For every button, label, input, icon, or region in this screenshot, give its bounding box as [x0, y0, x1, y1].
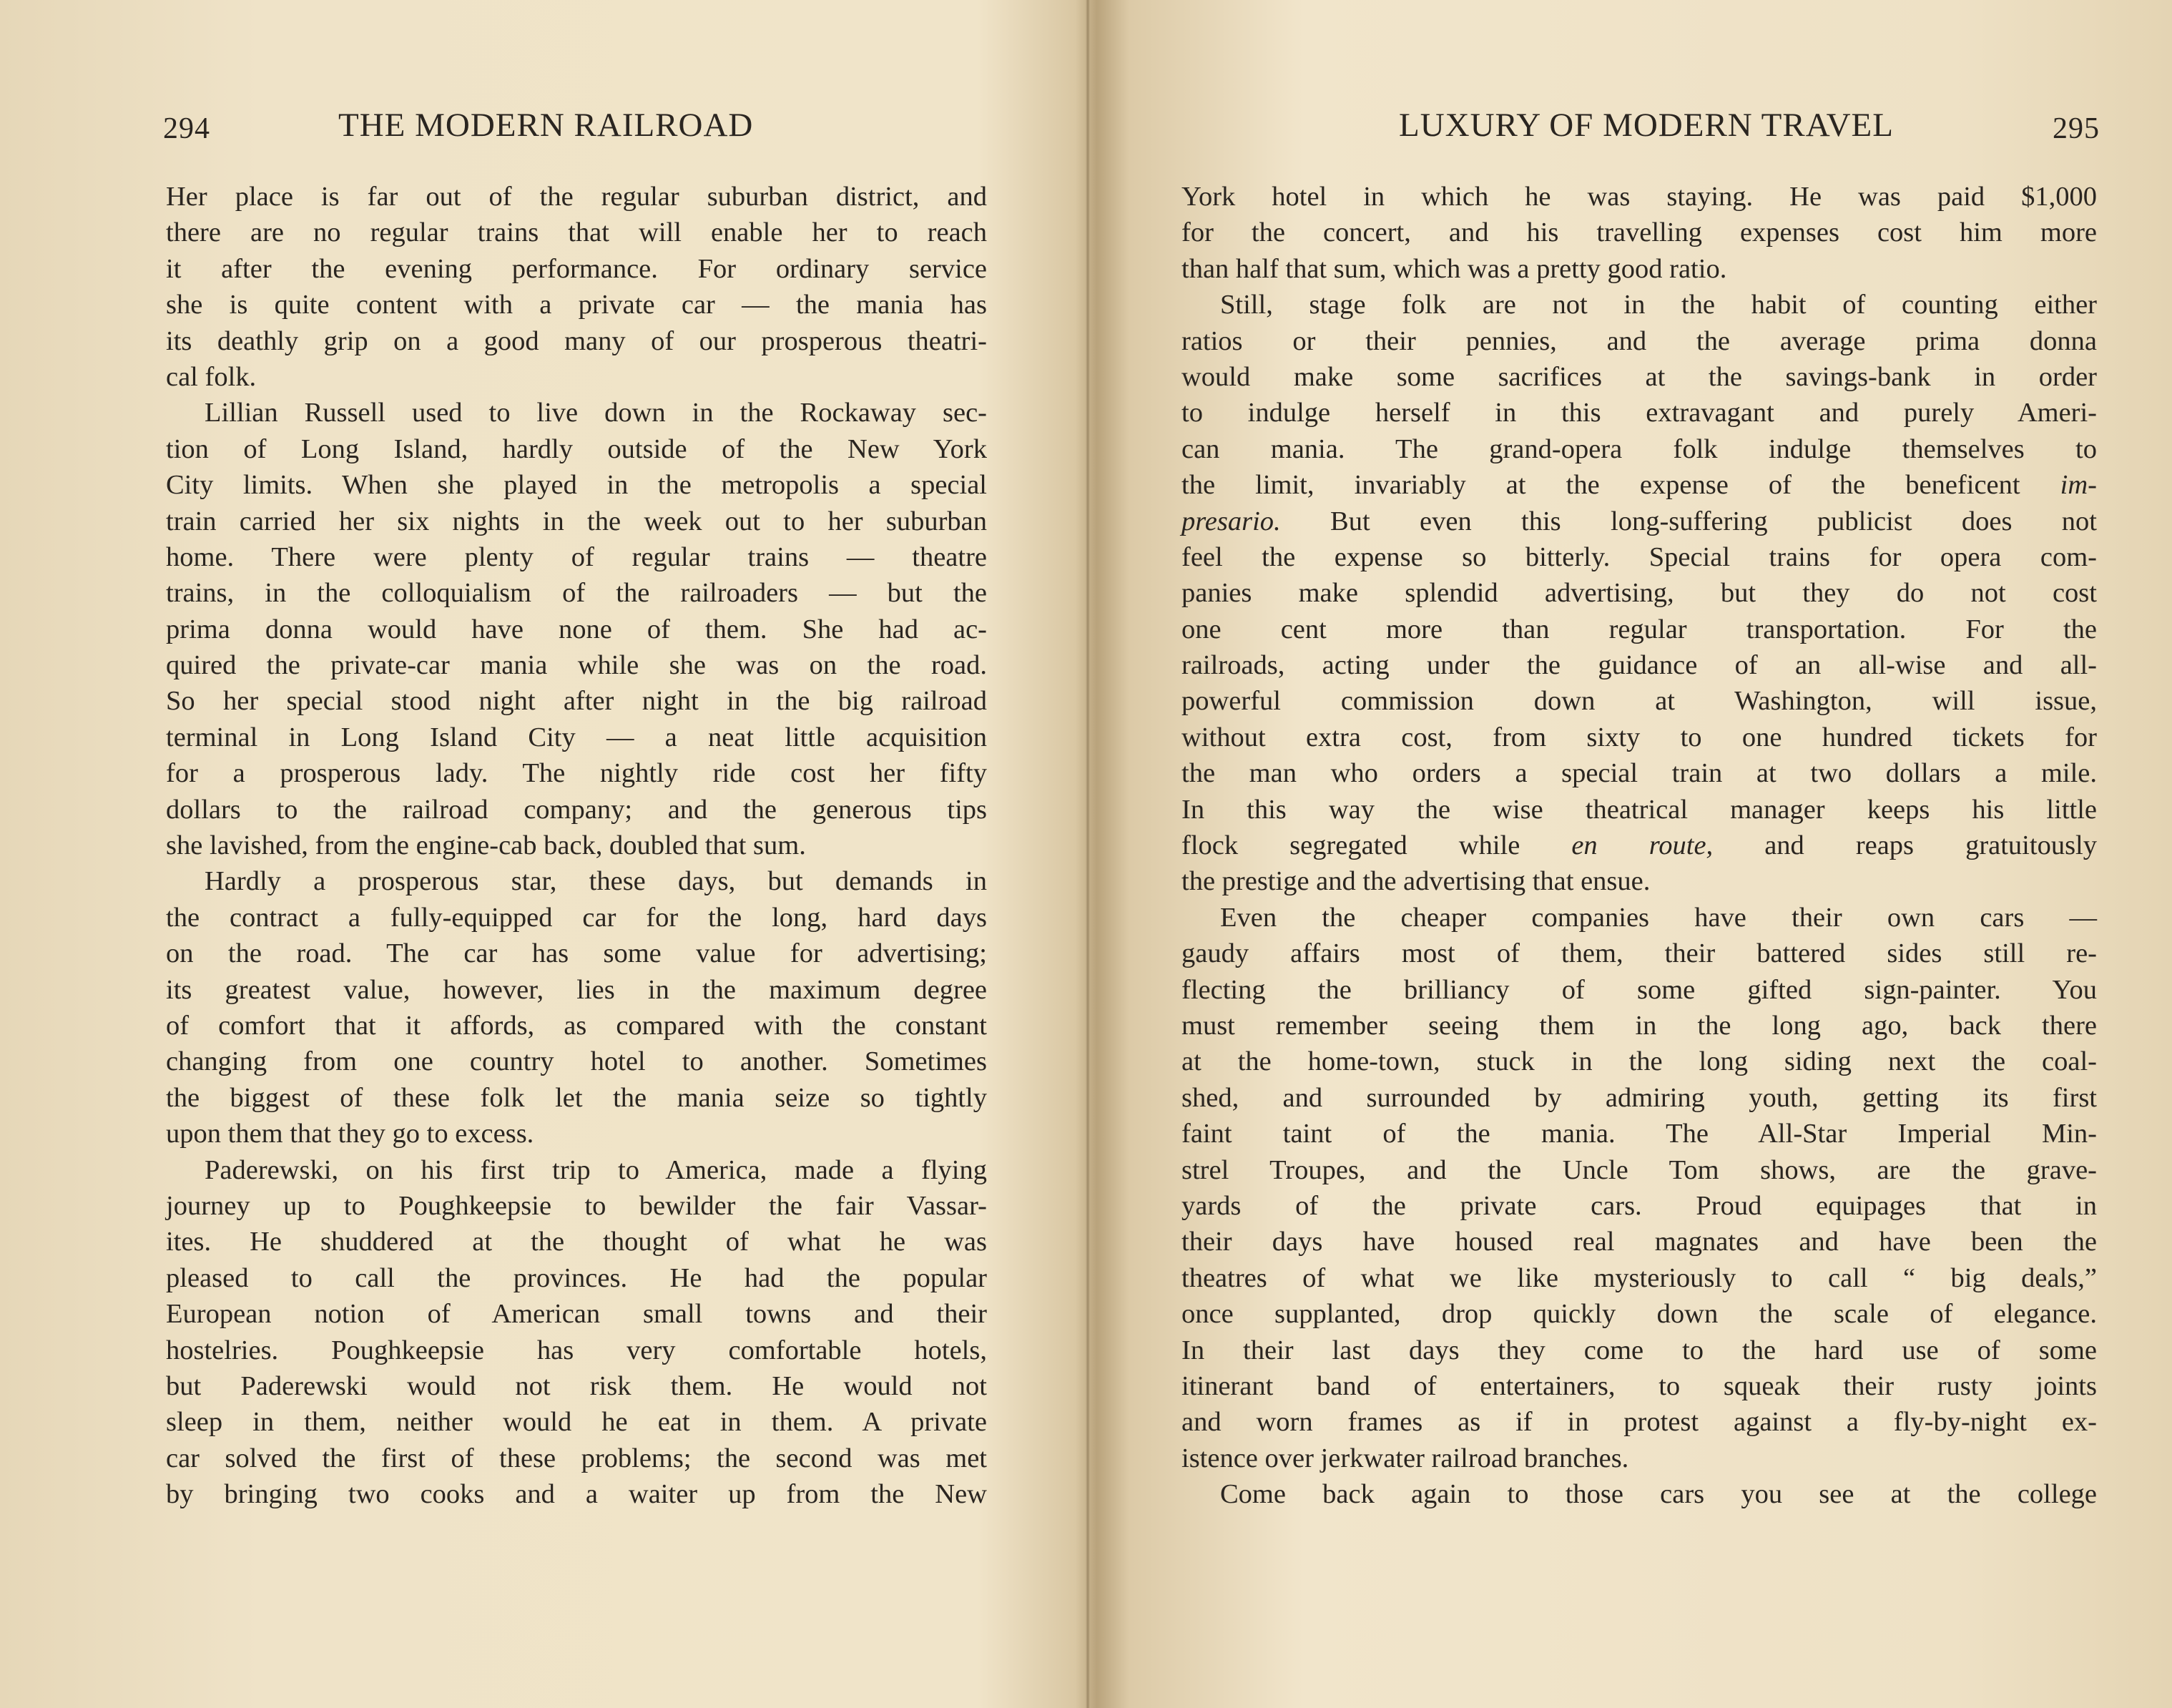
text-line: she is quite content with a private car — the mania has	[166, 290, 987, 320]
text-line: gaudy affairs most of them, their battered sides still re-	[1181, 938, 2097, 969]
text-line: the prestige and the advertising that ensue.	[1181, 866, 1651, 897]
text-line: faint taint of the mania. The All-Star Imperial Min-	[1181, 1119, 2097, 1149]
text-line: European notion of American small towns and their	[166, 1299, 987, 1330]
text-line: without extra cost, from sixty to one hundred tickets for	[1181, 722, 2097, 752]
text-line: railroads, acting under the guidance of an all-wise and all-	[1181, 650, 2097, 681]
left-page-body	[166, 179, 987, 1512]
left-page-header	[163, 106, 986, 149]
text-line: home. There were plenty of regular trains — theatre	[166, 541, 987, 572]
left-running-head: THE MODERN RAILROAD	[338, 107, 754, 144]
text-line: Hardly a prosperous star, these days, but demands in	[205, 866, 987, 897]
text-line: for a prosperous lady. The nightly ride cost her fifty	[166, 758, 987, 789]
right-page	[1090, 0, 2172, 1708]
text-line: Lillian Russell used to live down in the Rockaway sec-	[205, 398, 987, 428]
text-line: one cent more than regular transportation. For the	[1181, 614, 2097, 644]
text-line: Her place is far out of the regular suburban district, and	[166, 182, 987, 212]
text-line: upon them that they go to excess.	[166, 1119, 534, 1149]
text-line: at the home-town, stuck in the long siding next the coal-	[1181, 1046, 2097, 1077]
text-line: strel Troupes, and the Uncle Tom shows, are the grave-	[1181, 1154, 2097, 1185]
text-line: than half that sum, which was a pretty good ratio.	[1181, 253, 1727, 284]
text-line: Paderewski, on his first trip to America, made a flying	[205, 1154, 987, 1185]
text-line: terminal in Long Island City — a neat little acquisition	[166, 722, 987, 752]
text-line: journey up to Poughkeepsie to bewilder the fair Vassar-	[166, 1190, 987, 1221]
text-line: there are no regular trains that will enable her to reach	[166, 217, 987, 248]
text-line: hostelries. Poughkeepsie has very comfortable hotels,	[166, 1335, 987, 1365]
text-line: presario. But even this long-suffering publicist does not	[1181, 506, 2097, 536]
text-line: York hotel in which he was staying. He was paid $1,000	[1181, 182, 2097, 212]
text-line: and worn frames as if in protest against a fly-by-night ex-	[1181, 1407, 2097, 1438]
text-line: itinerant band of entertainers, to squeak their rusty joints	[1181, 1370, 2097, 1401]
right-page-body	[1181, 179, 2097, 1512]
right-page-header	[1177, 106, 2100, 149]
text-line: changing from one country hotel to another. Sometimes	[166, 1046, 987, 1077]
text-line: Come back again to those cars you see at the college	[1220, 1479, 2097, 1510]
text-line: City limits. When she played in the metropolis a special	[166, 470, 987, 501]
text-line: theatres of what we like mysteriously to call “ big deals,”	[1181, 1262, 2097, 1293]
text-line: Still, stage folk are not in the habit of counting either	[1220, 290, 2097, 320]
text-line: panies make splendid advertising, but they do not cost	[1181, 578, 2097, 609]
text-line: its deathly grip on a good many of our prosperous theatri-	[166, 325, 987, 356]
text-line: to indulge herself in this extravagant and purely Ameri-	[1181, 398, 2097, 428]
text-line: ites. He shuddered at the thought of what he was	[166, 1227, 987, 1257]
text-line: their days have housed real magnates and have been the	[1181, 1227, 2097, 1257]
text-line: train carried her six nights in the week out to her suburban	[166, 506, 987, 536]
text-line: powerful commission down at Washington, will issue,	[1181, 686, 2097, 717]
text-line: cal folk.	[166, 361, 257, 392]
text-line: ratios or their pennies, and the average prima donna	[1181, 325, 2097, 356]
text-line: tion of Long Island, hardly outside of the New York	[166, 433, 987, 464]
text-line: by bringing two cooks and a waiter up from the New	[166, 1479, 987, 1510]
right-page-number: 295	[2053, 112, 2100, 145]
text-line: of comfort that it affords, as compared with the constant	[166, 1010, 987, 1041]
text-line: can mania. The grand-opera folk indulge themselves to	[1181, 433, 2097, 464]
text-line: but Paderewski would not risk them. He would not	[166, 1370, 987, 1401]
text-line: once supplanted, drop quickly down the scale of elegance.	[1181, 1299, 2097, 1330]
text-line: prima donna would have none of them. She had ac-	[166, 614, 987, 644]
text-line: feel the expense so bitterly. Special trains for opera com-	[1181, 541, 2097, 572]
text-line: flecting the brilliancy of some gifted sign-painter. You	[1181, 974, 2097, 1005]
text-line: car solved the first of these problems; the second was met	[166, 1443, 987, 1473]
text-line: quired the private-car mania while she was on the road.	[166, 650, 987, 681]
text-line: So her special stood night after night in the big railroad	[166, 686, 987, 717]
text-line: for the concert, and his travelling expenses cost him more	[1181, 217, 2097, 248]
right-running-head: LUXURY OF MODERN TRAVEL	[1399, 107, 1894, 144]
text-line: she lavished, from the engine-cab back, doubled that sum.	[166, 830, 806, 861]
text-line: dollars to the railroad company; and the generous tips	[166, 794, 987, 825]
text-line: yards of the private cars. Proud equipages that in	[1181, 1190, 2097, 1221]
text-line: must remember seeing them in the long ago, back there	[1181, 1010, 2097, 1041]
text-line: sleep in them, neither would he eat in them. A private	[166, 1407, 987, 1438]
text-line: shed, and surrounded by admiring youth, getting its first	[1181, 1082, 2097, 1113]
text-line: the limit, invariably at the expense of the beneficent im-	[1181, 470, 2097, 501]
text-line: In their last days they come to the hard use of some	[1181, 1335, 2097, 1365]
text-line: its greatest value, however, lies in the maximum degree	[166, 974, 987, 1005]
text-line: the contract a fully-equipped car for the long, hard days	[166, 902, 987, 933]
left-page-number: 294	[163, 112, 210, 145]
text-line: would make some sacrifices at the savings-bank in order	[1181, 361, 2097, 392]
text-line: pleased to call the provinces. He had the popular	[166, 1262, 987, 1293]
text-line: istence over jerkwater railroad branches.	[1181, 1443, 1629, 1473]
text-line: the biggest of these folk let the mania seize so tightly	[166, 1082, 987, 1113]
text-line: In this way the wise theatrical manager keeps his little	[1181, 794, 2097, 825]
text-line: it after the evening performance. For ordinary service	[166, 253, 987, 284]
text-line: on the road. The car has some value for advertising;	[166, 938, 987, 969]
text-line: the man who orders a special train at two dollars a mile.	[1181, 758, 2097, 789]
text-line: Even the cheaper companies have their own cars —	[1220, 902, 2097, 933]
text-line: flock segregated while en route, and reaps gratuitously	[1181, 830, 2097, 861]
text-line: trains, in the colloquialism of the railroaders — but the	[166, 578, 987, 609]
